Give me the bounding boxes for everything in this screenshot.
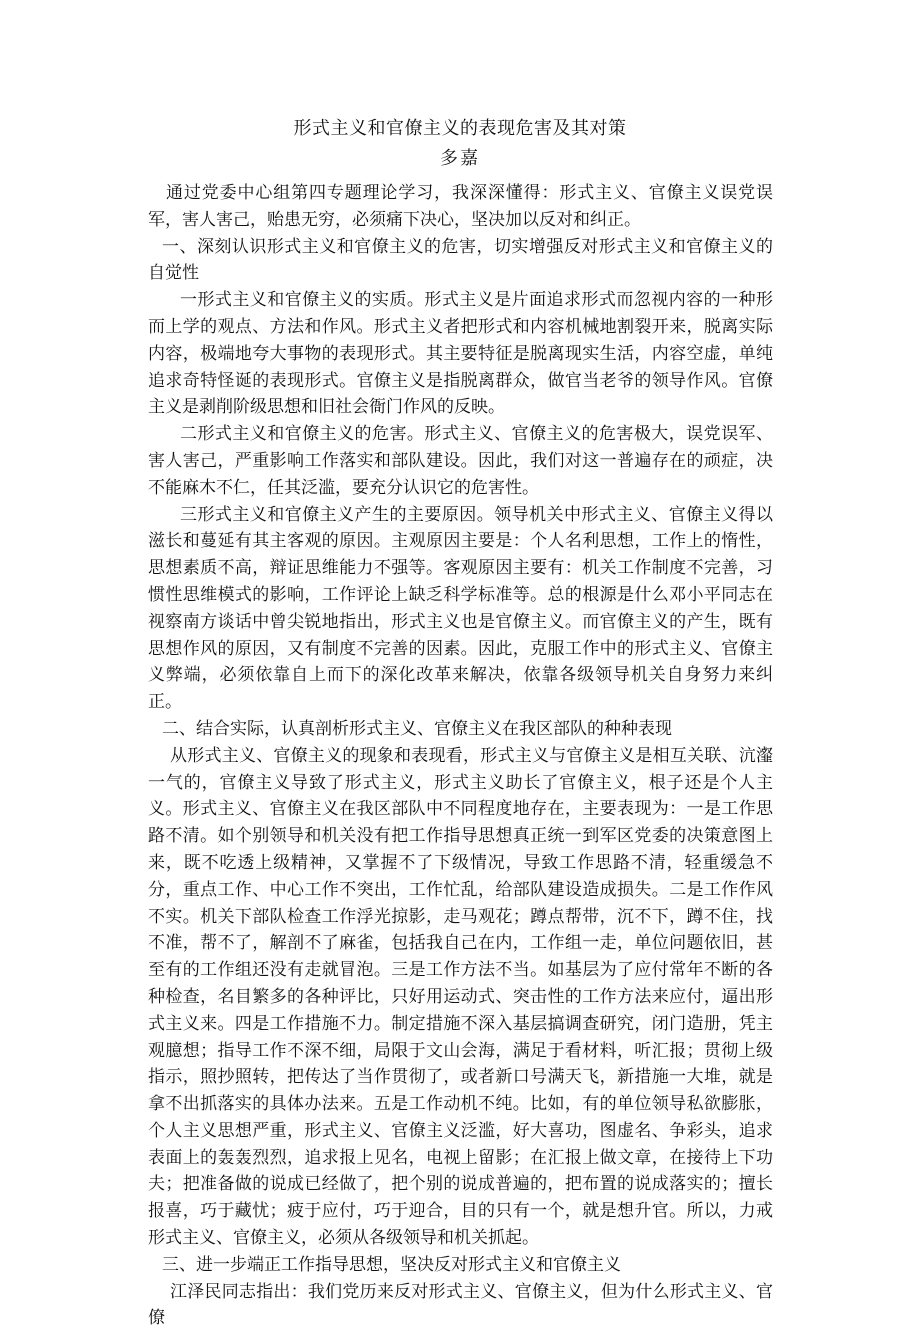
section-heading-2: 二、结合实际，认真剖析形式主义、官僚主义在我区部队的种种表现 xyxy=(162,718,672,739)
paragraph-manifestations: 从形式主义、官僚主义的现象和表现看，形式主义与官僚主义是相互关联、沆瀣一气的，官僚主义导致了形式主义，形式主义助长了官僚主义，根子还是个人主义。形式主义、官僚主义在我区部队中不同程度地存在，主要表现为：一是工作思路不清。如个别领导和机关没有把工作指导思想真正统一到军区党委的决策意图上来，既不吃透上级精神，又掌握不了下级情况，导致工作思路不清，轻重缓急不分，重点工作、中心工作不突出，工作忙乱，给部队建设造成损失。二是工作作风不实。机关下部队检查工作浮光掠影，走马观花；蹲点帮带，沉不下，蹲不住，找不准，帮不了，解剖不了麻雀，包括我自己在内，工作组一走，单位问题依旧，甚至有的工作组还没有走就冒泡。三是工作方法不当。如基层为了应付常年不断的各种检查，名目繁多的各种评比，只好用运动式、突击性的工作方法来应付，逼出形式主义来。四是工作措施不力。制定措施不深入基层搞调查研究，闭门造册，凭主观臆想；指导工作不深不细，局限于文山会海，满足于看材料，听汇报；贯彻上级指示，照抄照转，把传达了当作贯彻了，或者新口号满天飞，新措施一大堆，就是拿不出抓落实的具体办法来。五是工作动机不纯。比如，有的单位领导私欲膨胀，个人主义思想严重，形式主义、官僚主义泛滥，好大喜功，图虚名、争彩头，追求表面上的轰轰烈烈，追求报上见名，电视上留影；在汇报上做文章，在接待上下功夫；把准备做的说成已经做了，把个别的说成普遍的，把布置的说成落实的；擅长报喜，巧于藏忧；疲于应付，巧于迎合，目的只有一个，就是想升官。所以，力戒形式主义、官僚主义，必须从各级领导和机关抓起。 xyxy=(148,745,773,1249)
paragraph-causes: 三形式主义和官僚主义产生的主要原因。领导机关中形式主义、官僚主义得以滋长和蔓延有其主客观的原因。主观原因主要是：个人名利思想，工作上的惰性，思想素质不高，辩证思维能力不强等。客观原因主要有：机关工作制度不完善，习惯性思维模式的影响，工作评论上缺乏科学标准等。总的根源是什么邓小平同志在视察南方谈话中曾尖锐地指出，形式主义也是官僚主义。而官僚主义的产生，既有思想作风的原因，又有制度不完善的因素。因此，克服工作中的形式主义、官僚主义弊端，必须依靠自上而下的深化改革来解决，依靠各级领导机关自身努力来纠正。 xyxy=(148,504,773,713)
intro-paragraph: 通过党委中心组第四专题理论学习，我深深懂得：形式主义、官僚主义误党误军，害人害己，贻患无穷，必须痛下决心，坚决加以反对和纠正。 xyxy=(148,183,773,230)
paragraph-quote: 江泽民同志指出：我们党历来反对形式主义、官僚主义，但为什么形式主义、官僚 xyxy=(148,1281,773,1329)
section-heading-1: 一、深刻认识形式主义和官僚主义的危害，切实增强反对形式主义和官僚主义的自觉性 xyxy=(148,236,773,284)
section-heading-3: 三、进一步端正工作指导思想，坚决反对形式主义和官僚主义 xyxy=(162,1254,621,1275)
document-title: 形式主义和官僚主义的表现危害及其对策 xyxy=(293,118,627,139)
paragraph-harm: 二形式主义和官僚主义的危害。形式主义、官僚主义的危害极大，误党误军、害人害己，严重影响工作落实和部队建设。因此，我们对这一普遍存在的顽症，决不能麻木不仁，任其泛滥，要充分认识它的危害性。 xyxy=(148,424,773,498)
paragraph-essence: 一形式主义和官僚主义的实质。形式主义是片面追求形式而忽视内容的一种形而上学的观点、方法和作风。形式主义者把形式和内容机械地割裂开来，脱离实际内容，极端地夸大事物的表现形式。其主要特征是脱离现实生活，内容空虚，单纯追求奇特怪诞的表现形式。官僚主义是指脱离群众，做官当老爷的领导作风。官僚主义是剥削阶级思想和旧社会衙门作风的反映。 xyxy=(148,290,773,418)
document-body xyxy=(148,180,773,1332)
document-author: 多嘉 xyxy=(440,148,480,169)
